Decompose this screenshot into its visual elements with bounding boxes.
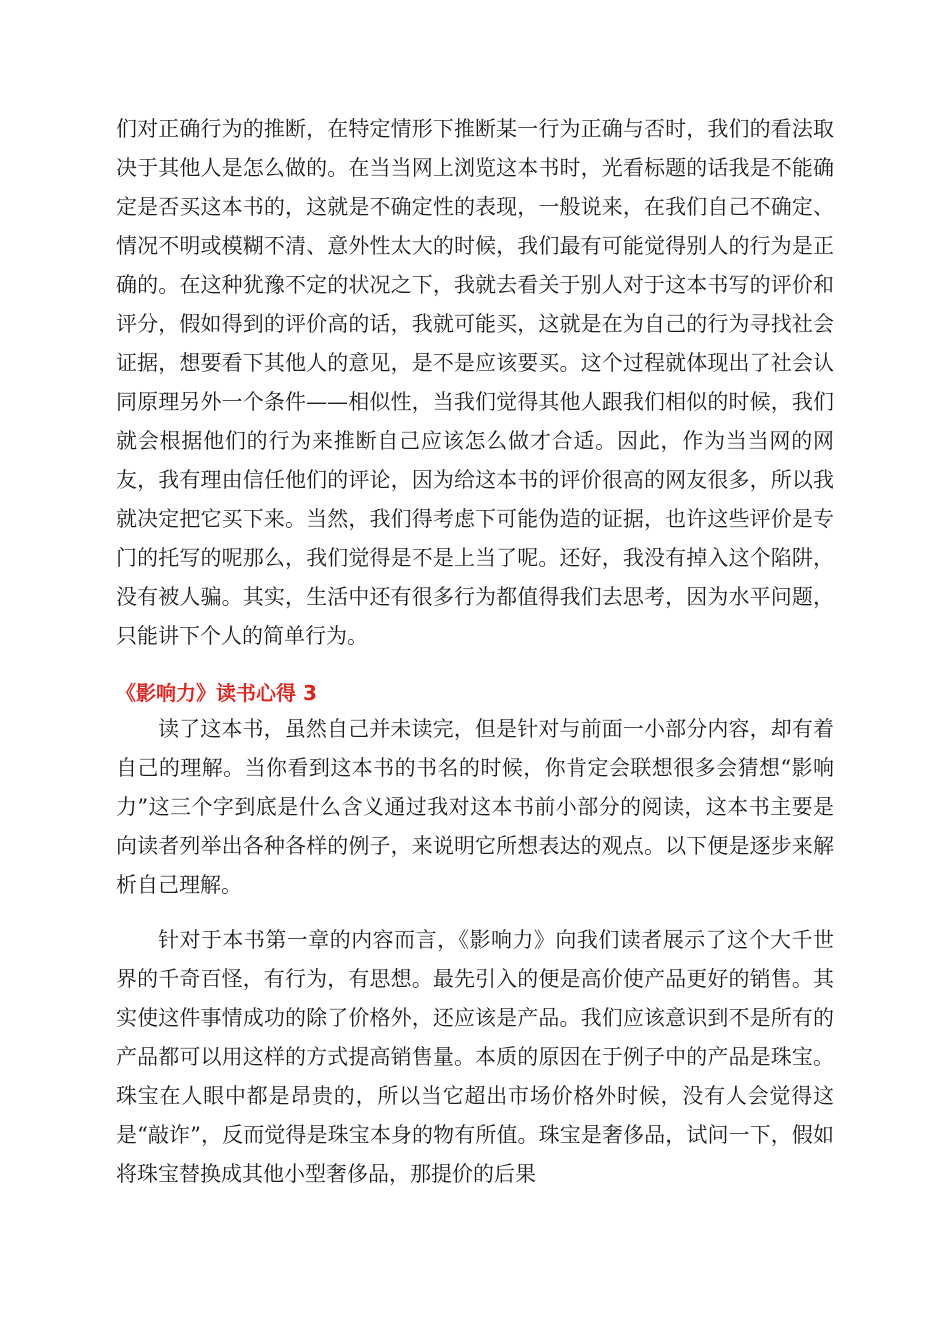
paragraph-continued: 们对正确行为的推断，在特定情形下推断某一行为正确与否时，我们的看法取决于其他人是怎么做的。在当当网上浏览这本书时，光看标题的话我是不能确定是否买这本书的，这就是不确定性的表现，一般说来，在我们自己不确定、情况不明或模糊不清、意外性太大的时候，我们最有可能觉得别人的行为是正确的。在这种犹豫不定的状况之下，我就去看关于别人对于这本书写的评价和评分，假如得到的评价高的话，我就可能买，这就是在为自己的行为寻找社会证据，想要看下其他人的意见，是不是应该要买。这个过程就体现出了社会认同原理另外一个条件——相似性，当我们觉得其他人跟我们相似的时候，我们就会根据他们的行为来推断自己应该怎么做才合适。因此，作为当当网的网友，我有理由信任他们的评论，因为给这本书的评价很高的网友很多，所以我就决定把它买下来。当然，我们得考虑下可能伪造的证据，也许这些评价是专门的托写的呢那么，我们觉得是不是上当了呢。还好，我没有掉入这个陷阱，没有被人骗。其实，生活中还有很多行为都值得我们去思考，因为水平问题，只能讲下个人的简单行为。 [116, 117, 834, 648]
section-heading: 《影响力》读书心得 3 [116, 681, 317, 705]
document-page [116, 110, 834, 1194]
paragraph-2: 针对于本书第一章的内容而言，《影响力》向我们读者展示了这个大千世界的千奇百怪，有行为，有思想。最先引入的便是高价使产品更好的销售。其实使这件事情成功的除了价格外，还应该是产品。我们应该意识到不是所有的产品都可以用这样的方式提高销售量。本质的原因在于例子中的产品是珠宝。珠宝在人眼中都是昂贵的，所以当它超出市场价格外时候，没有人会觉得这是“敲诈”，反而觉得是珠宝本身的物有所值。珠宝是奢侈品，试问一下，假如将珠宝替换成其他小型奢侈品，那提价的后果 [116, 928, 834, 1186]
paragraph-1: 读了这本书，虽然自己并未读完，但是针对与前面一小部分内容，却有着自己的理解。当你看到这本书的书名的时候，你肯定会联想很多会猜想“影响力”这三个字到底是什么含义通过我对这本书前小部分的阅读，这本书主要是向读者列举出各种各样的例子，来说明它所想表达的观点。以下便是逐步来解析自己理解。 [116, 717, 834, 897]
